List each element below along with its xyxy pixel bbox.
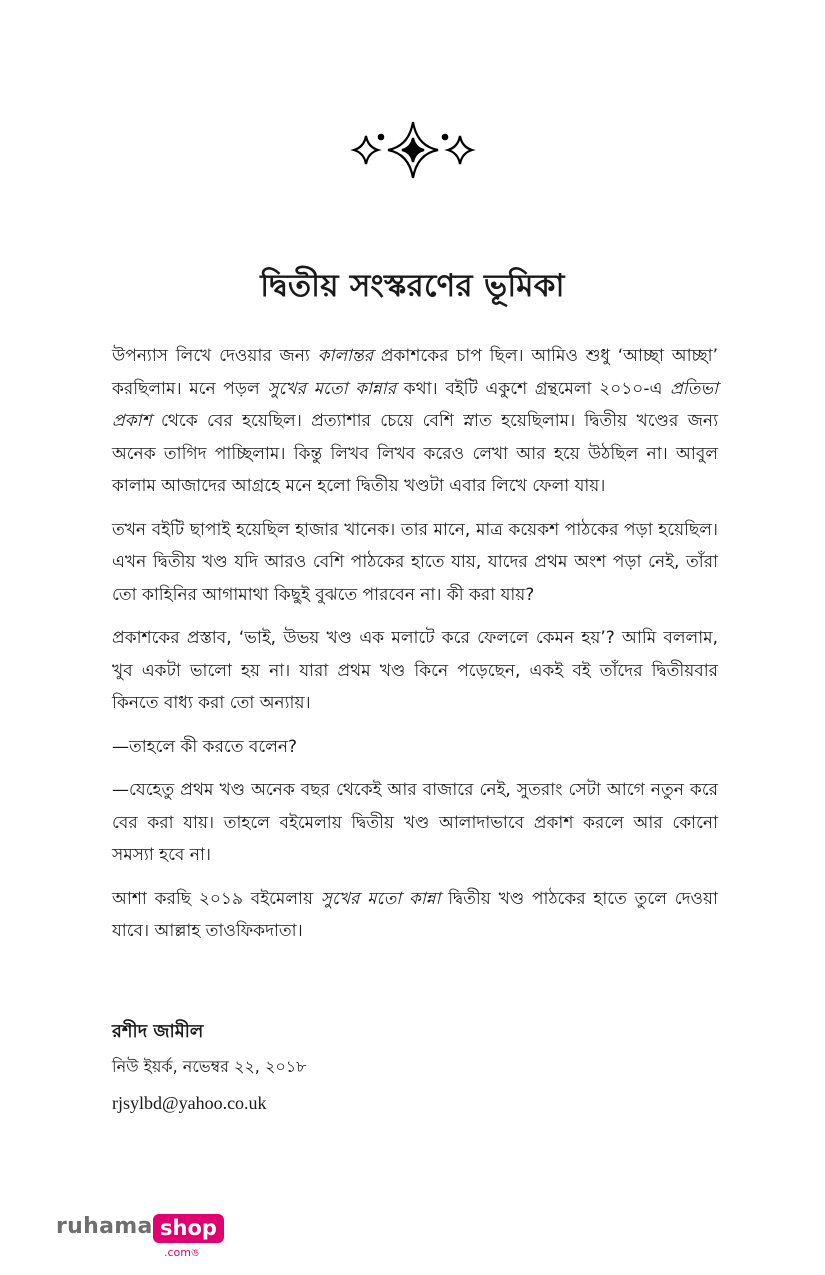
text-span: থেকে বের হয়েছিল। প্রত্যাশার চেয়ে বেশি স্নাত হয়েছিলাম। দ্বিতীয় খণ্ডের জন্য অনেক তাগিদ পাচ্ছিলাম। কিন্তু লিখব লিখব করেও লেখা আর হয়ে উঠছিল না। আবুল কালাম আজাদের আগ্রহে মনে হলো দ্বিতীয় খণ্ডটা এবার লিখে ফেলা যায়। — [112, 411, 718, 496]
text-span: —যেহেতু প্রথম খণ্ড অনেক বছর থেকেই আর বাজারে নেই, সুতরাং সেটা আগে নতুন করে বের করা যায়। তাহলে বইমেলায় দ্বিতীয় খণ্ড আলাদাভাবে প্রকাশ করলে আর কোনো সমস্যা হবে না। — [112, 780, 718, 865]
place-date: নিউ ইয়র্ক, নভেম্বর ২২, ২০১৮ — [112, 1057, 307, 1076]
author-email: rjsylbd@yahoo.co.uk — [112, 1093, 267, 1113]
ruhamashop-watermark-logo — [56, 1214, 226, 1262]
author-name: রশীদ জামীল — [112, 1021, 204, 1042]
preface-body — [112, 340, 718, 959]
logo-text-shop: shop — [153, 1214, 224, 1243]
text-span: প্রকাশকের চাপ ছিল। আমিও শুধু ‘আচ্ছা আচ্ছা’ করছিলাম। মনে পড়ল — [112, 346, 718, 399]
logo-text-ruhama: ruhama — [56, 1214, 153, 1239]
text-span: দ্বিতীয় খণ্ড পাঠকের হাতে তুলে দেওয়া যাবে। আল্লাহ তাওফিকদাতা। — [112, 888, 718, 941]
page-title: দ্বিতীয় সংস্করণের ভূমিকা — [260, 268, 565, 304]
paragraph — [112, 774, 718, 872]
italic-title-span: সুখের মতো কান্না — [320, 888, 441, 909]
text-span: কথা। বইটি একুশে গ্রন্থমেলা ২০১০-এ — [396, 378, 671, 399]
paragraph — [112, 883, 718, 948]
text-span: উপন্যাস লিখে দেওয়ার জন্য — [112, 346, 318, 366]
logo-domain: .comঙ — [164, 1246, 200, 1259]
text-span: —তাহলে কী করতে বলেন? — [112, 736, 298, 757]
paragraph — [112, 622, 718, 720]
italic-title-span: প্রতিভা প্রকাশ — [112, 378, 718, 431]
text-span: তখন বইটি ছাপাই হয়েছিল হাজার খানেক। তার মানে, মাত্র কয়েকশ পাঠকের পড়া হয়েছিল। এখন দ্বিতীয় খণ্ড যদি আরও বেশি পাঠকের হাতে যায়, যাদের প্রথম অংশ পড়া নেই, তাঁরা তো কাহিনির আগামাথা কিছুই বুঝতে পারবেন না। কী করা যায়? — [112, 519, 718, 605]
signature-block — [112, 1018, 307, 1118]
italic-title-span: সুখের মতো কান্নার — [267, 378, 397, 399]
paragraph — [112, 514, 718, 612]
paragraph — [112, 340, 718, 503]
italic-title-span: কালান্তর — [317, 346, 374, 366]
text-span: প্রকাশকের প্রস্তাব, ‘ভাই, উভয় খণ্ড এক মলাটে করে ফেললে কেমন হয়’? আমি বললাম, খুব একটা ভালো হয় না। যারা প্রথম খণ্ড কিনে পড়েছেন, একই বই তাঁদের দ্বিতীয়বার কিনতে বাধ্য করা তো অন্যায়। — [112, 628, 718, 713]
paragraph — [112, 731, 718, 764]
text-span: আশা করছি ২০১৯ বইমেলায় — [112, 888, 321, 909]
decorative-ornament-icon — [350, 118, 476, 182]
